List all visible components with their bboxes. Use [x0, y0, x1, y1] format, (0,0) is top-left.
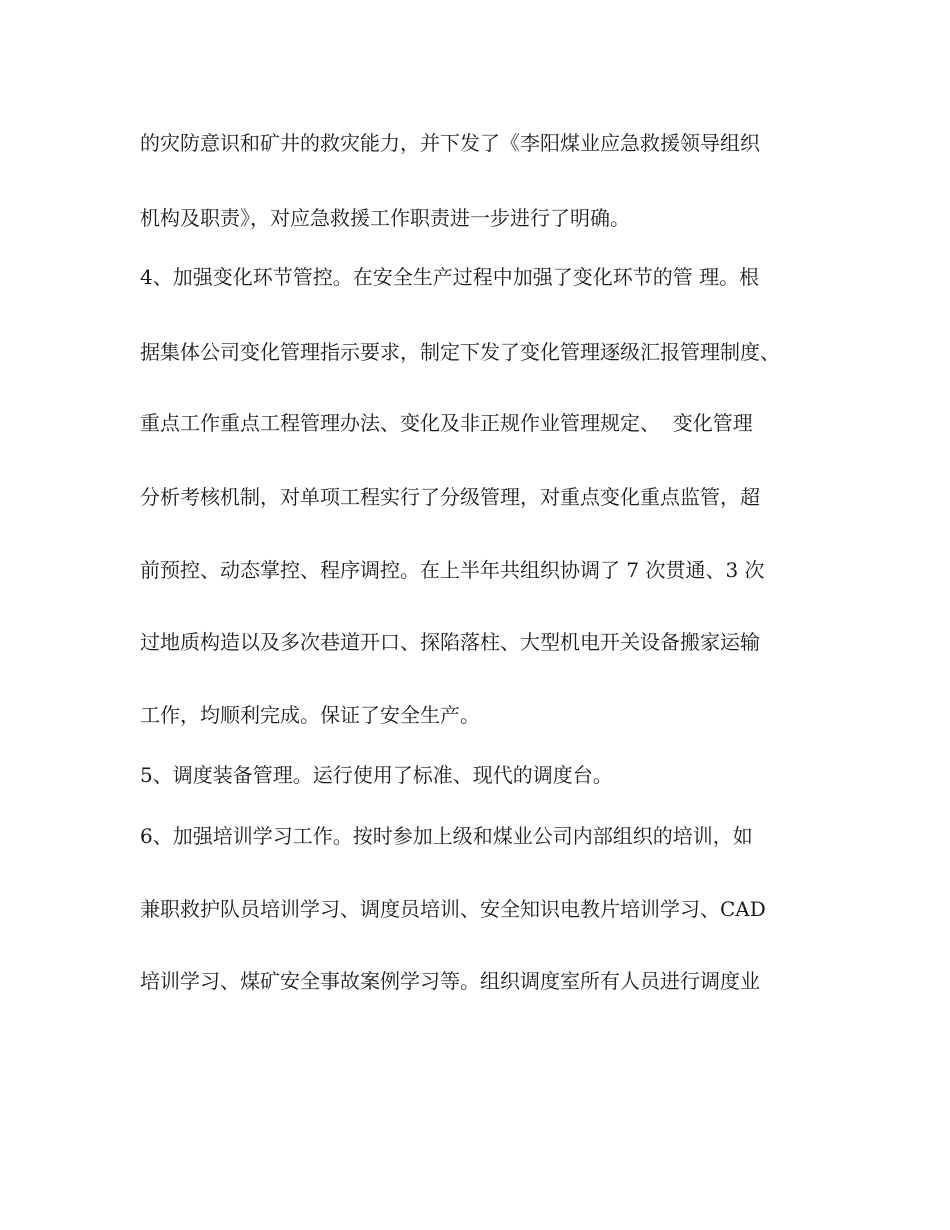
text-line: 兼职救护队员培训学习、调度员培训、安全知识电教片培训学习、CAD: [140, 897, 766, 921]
text-line: 过地质构造以及多次巷道开口、探陷落柱、大型机电开关设备搬家运输: [140, 630, 760, 654]
paragraph-4-start: 4、加强变化环节管控。在安全生产过程中加强了变化环节的管 理。根: [140, 265, 760, 289]
text-line: 重点工作重点工程管理办法、变化及非正规作业管理规定、 变化管理: [140, 411, 753, 435]
text-line: 机构及职责》，对应急救援工作职责进一步进行了明确。: [140, 206, 630, 230]
paragraph-6-start: 6、加强培训学习工作。按时参加上级和煤业公司内部组织的培训，如: [140, 824, 753, 848]
text-line: 培训学习、煤矿安全事故案例学习等。组织调度室所有人员进行调度业: [140, 969, 760, 993]
text-line: 的灾防意识和矿井的救灾能力，并下发了《李阳煤业应急救援领导组织: [140, 131, 760, 155]
paragraph-5: 5、调度装备管理。运行使用了标准、现代的调度台。: [140, 763, 613, 787]
text-line: 分析考核机制，对单项工程实行了分级管理，对重点变化重点监管，超: [140, 485, 760, 509]
text-line: 前预控、动态掌控、程序调控。在上半年共组织协调了 7 次贯通、3 次: [140, 558, 765, 582]
text-line: 据集体公司变化管理指示要求，制定下发了变化管理逐级汇报管理制度、: [140, 340, 780, 364]
text-line: 工作，均顺利完成。保证了安全生产。: [140, 703, 480, 727]
